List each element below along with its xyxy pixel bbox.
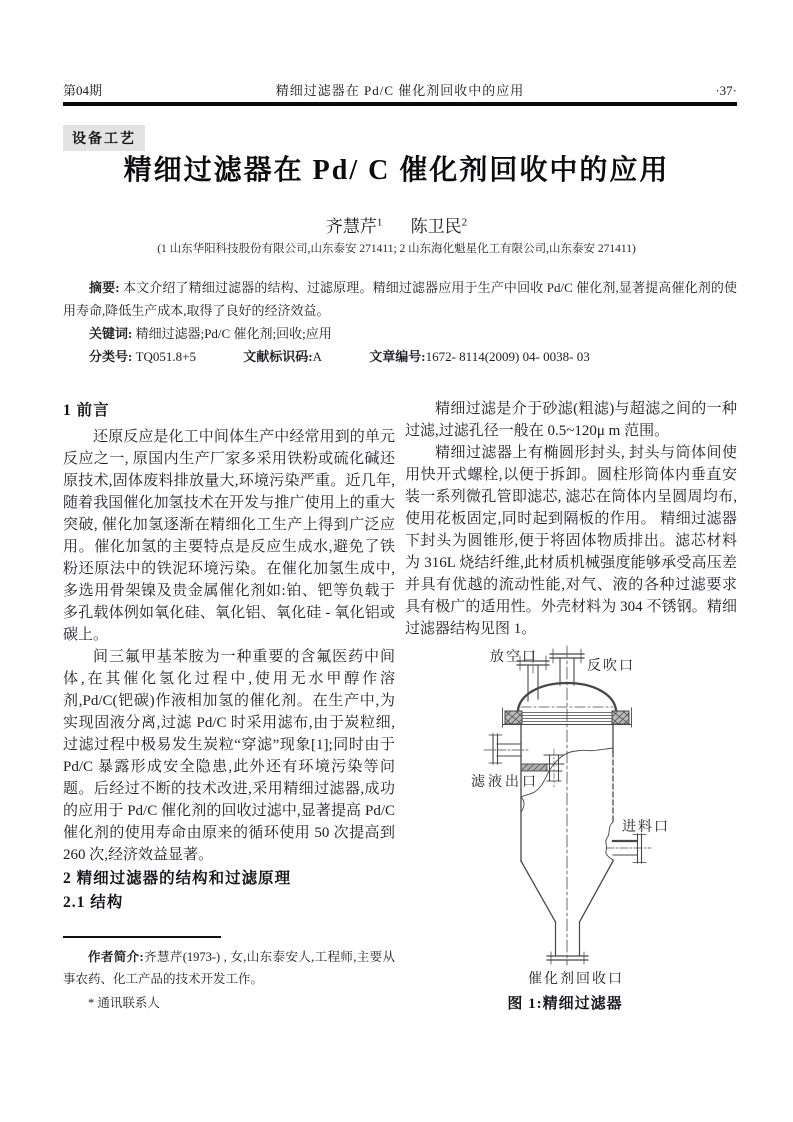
running-header	[63, 80, 737, 99]
author-1-name: 齐慧芹	[325, 217, 377, 236]
abstract-paragraph	[63, 276, 737, 322]
author-2-name: 陈卫民	[410, 217, 462, 236]
author-bio-text: 齐慧芹(1973-) , 女,山东泰安人,工程师,主要从事农药、化工产品的技术开发工作。	[63, 950, 395, 986]
footnote-block	[63, 936, 395, 1014]
label-vent-port: 放空口	[490, 650, 538, 665]
figure-1-filter-drawing	[440, 644, 740, 990]
keywords-line	[63, 322, 737, 345]
filter-vessel-drawing	[440, 644, 740, 990]
classification-line	[63, 345, 737, 368]
section-1-paragraph-1: 还原反应是化工中间体生产中经常用到的单元反应之一, 原国内生产厂家多采用铁粉或硫化碱还原技术,固体废料排放量大,环境污染严重。近几年, 随着我国催化加氢技术在开发与推广使用上的重大突破, 催化加氢逐渐在精细化工生产上得到广泛应用。催化加氢的主要特点是反应生成水,避免了铁粉还原法中的铁泥环境污染。在催化加氢生成中,多选用骨架镍及贵金属催化剂如:铂、钯等负载于多孔载体例如氧化硅、氧化铝、氧化硅 - 氧化铝或碳上。	[63, 429, 395, 643]
label-feed-inlet: 进料口	[622, 820, 670, 835]
author-bio-label: 作者简介:	[88, 950, 144, 964]
left-column	[63, 398, 395, 916]
doc-code-value: A	[312, 349, 322, 364]
label-catalyst-recovery-port: 催化剂回收口	[528, 972, 624, 987]
right-column	[405, 398, 737, 640]
keywords-text: 精细过滤器;Pd/C 催化剂;回收;应用	[135, 326, 332, 341]
clc-segment	[89, 349, 196, 364]
section-2-1-heading: 2.1 结构	[63, 894, 124, 911]
author-2-sup: 2	[461, 216, 468, 229]
section-2-heading: 2 精细过滤器的结构和过滤原理	[63, 870, 292, 887]
author-1	[326, 217, 383, 236]
section-1-paragraph-2: 间三氟甲基苯胺为一种重要的含氟医药中间体,在其催化氢化过程中,使用无水甲醇作溶剂,Pd/C(钯碳)作液相加氢的催化剂。在生产中,为实现固液分离,过滤 Pd/C 时采用滤布,由于炭粒细,过滤过程中极易发生炭粒“穿滤”现象[1];同时由于 Pd/C 暴露形成安全隐患,此外还有环境污染等问题。后经过不断的技术改进,采用精细过滤器,成功的应用于 Pd/C 催化剂的回收过滤中,显著提高 Pd/C 催化剂的使用寿命由原来的循环使用 50 次提高到 260 次,经济效益显著。	[63, 649, 395, 863]
right-paragraph-1: 精细过滤是介于砂滤(粗滤)与超滤之间的一种过滤,过滤孔径一般在 0.5~120μ m 范围。	[405, 401, 737, 439]
figure-1-caption: 图 1:精细过滤器	[507, 996, 623, 1012]
author-bio	[63, 946, 395, 990]
section-1-heading: 1 前言	[63, 402, 110, 419]
running-title: 精细过滤器在 Pd/C 催化剂回收中的应用	[275, 83, 525, 98]
author-1-sup: 1	[376, 216, 383, 229]
abstract-block	[63, 276, 737, 368]
header-rule	[63, 102, 737, 106]
article-id-value: 1672- 8114(2009) 04- 0038- 03	[425, 349, 590, 364]
author-line	[0, 212, 793, 237]
column-badge: 设备工艺	[63, 125, 145, 151]
clc-label: 分类号:	[89, 349, 133, 364]
affiliation: (1 山东华阳科技股份有限公司,山东泰安 271411; 2 山东海化魁星化工有限公司,山东泰安 271411)	[157, 243, 636, 255]
issue-number: 第04期	[63, 83, 103, 98]
article-title: 精细过滤器在 Pd/ C 催化剂回收中的应用	[123, 155, 670, 186]
keywords-label: 关键词:	[89, 326, 133, 341]
article-id-segment	[369, 349, 590, 364]
right-paragraph-2: 精细过滤器上有椭圆形封头, 封头与筒体间使用快开式螺栓,以便于拆卸。圆柱形筒体内垂直安装一系列微孔管即滤芯, 滤芯在筒体内呈圆周均布,使用花板固定,同时起到隔板的作用。 精细过滤器下封头为圆锥形,便于将固体物质排出。滤芯材料为 316L 烧结纤维,此材质机械强度能够承受高压差并具有优越的流动性能,对气、液的各种过滤要求具有极广的适用性。外壳材料为 304 不锈钢。精细过滤器结构见图 1。	[405, 445, 737, 637]
footnote-rule	[63, 936, 221, 938]
doc-code-label: 文献标识码:	[243, 349, 313, 364]
abstract-text: 本文介绍了精细过滤器的结构、过滤原理。精细过滤器应用于生产中回收 Pd/C 催化剂,显著提高催化剂的使用寿命,降低生产成本,取得了良好的经济效益。	[63, 280, 737, 318]
doc-code-segment	[243, 349, 322, 364]
author-2	[411, 217, 468, 236]
label-backblow-port: 反吹口	[587, 659, 635, 674]
label-filtrate-outlet: 滤液出口	[471, 775, 539, 790]
page-number: ·37·	[715, 83, 737, 98]
abstract-label: 摘要:	[89, 280, 120, 295]
article-id-label: 文章编号:	[369, 349, 426, 364]
clc-value: TQ051.8+5	[135, 349, 197, 364]
correspondence-note: * 通讯联系人	[88, 996, 160, 1010]
